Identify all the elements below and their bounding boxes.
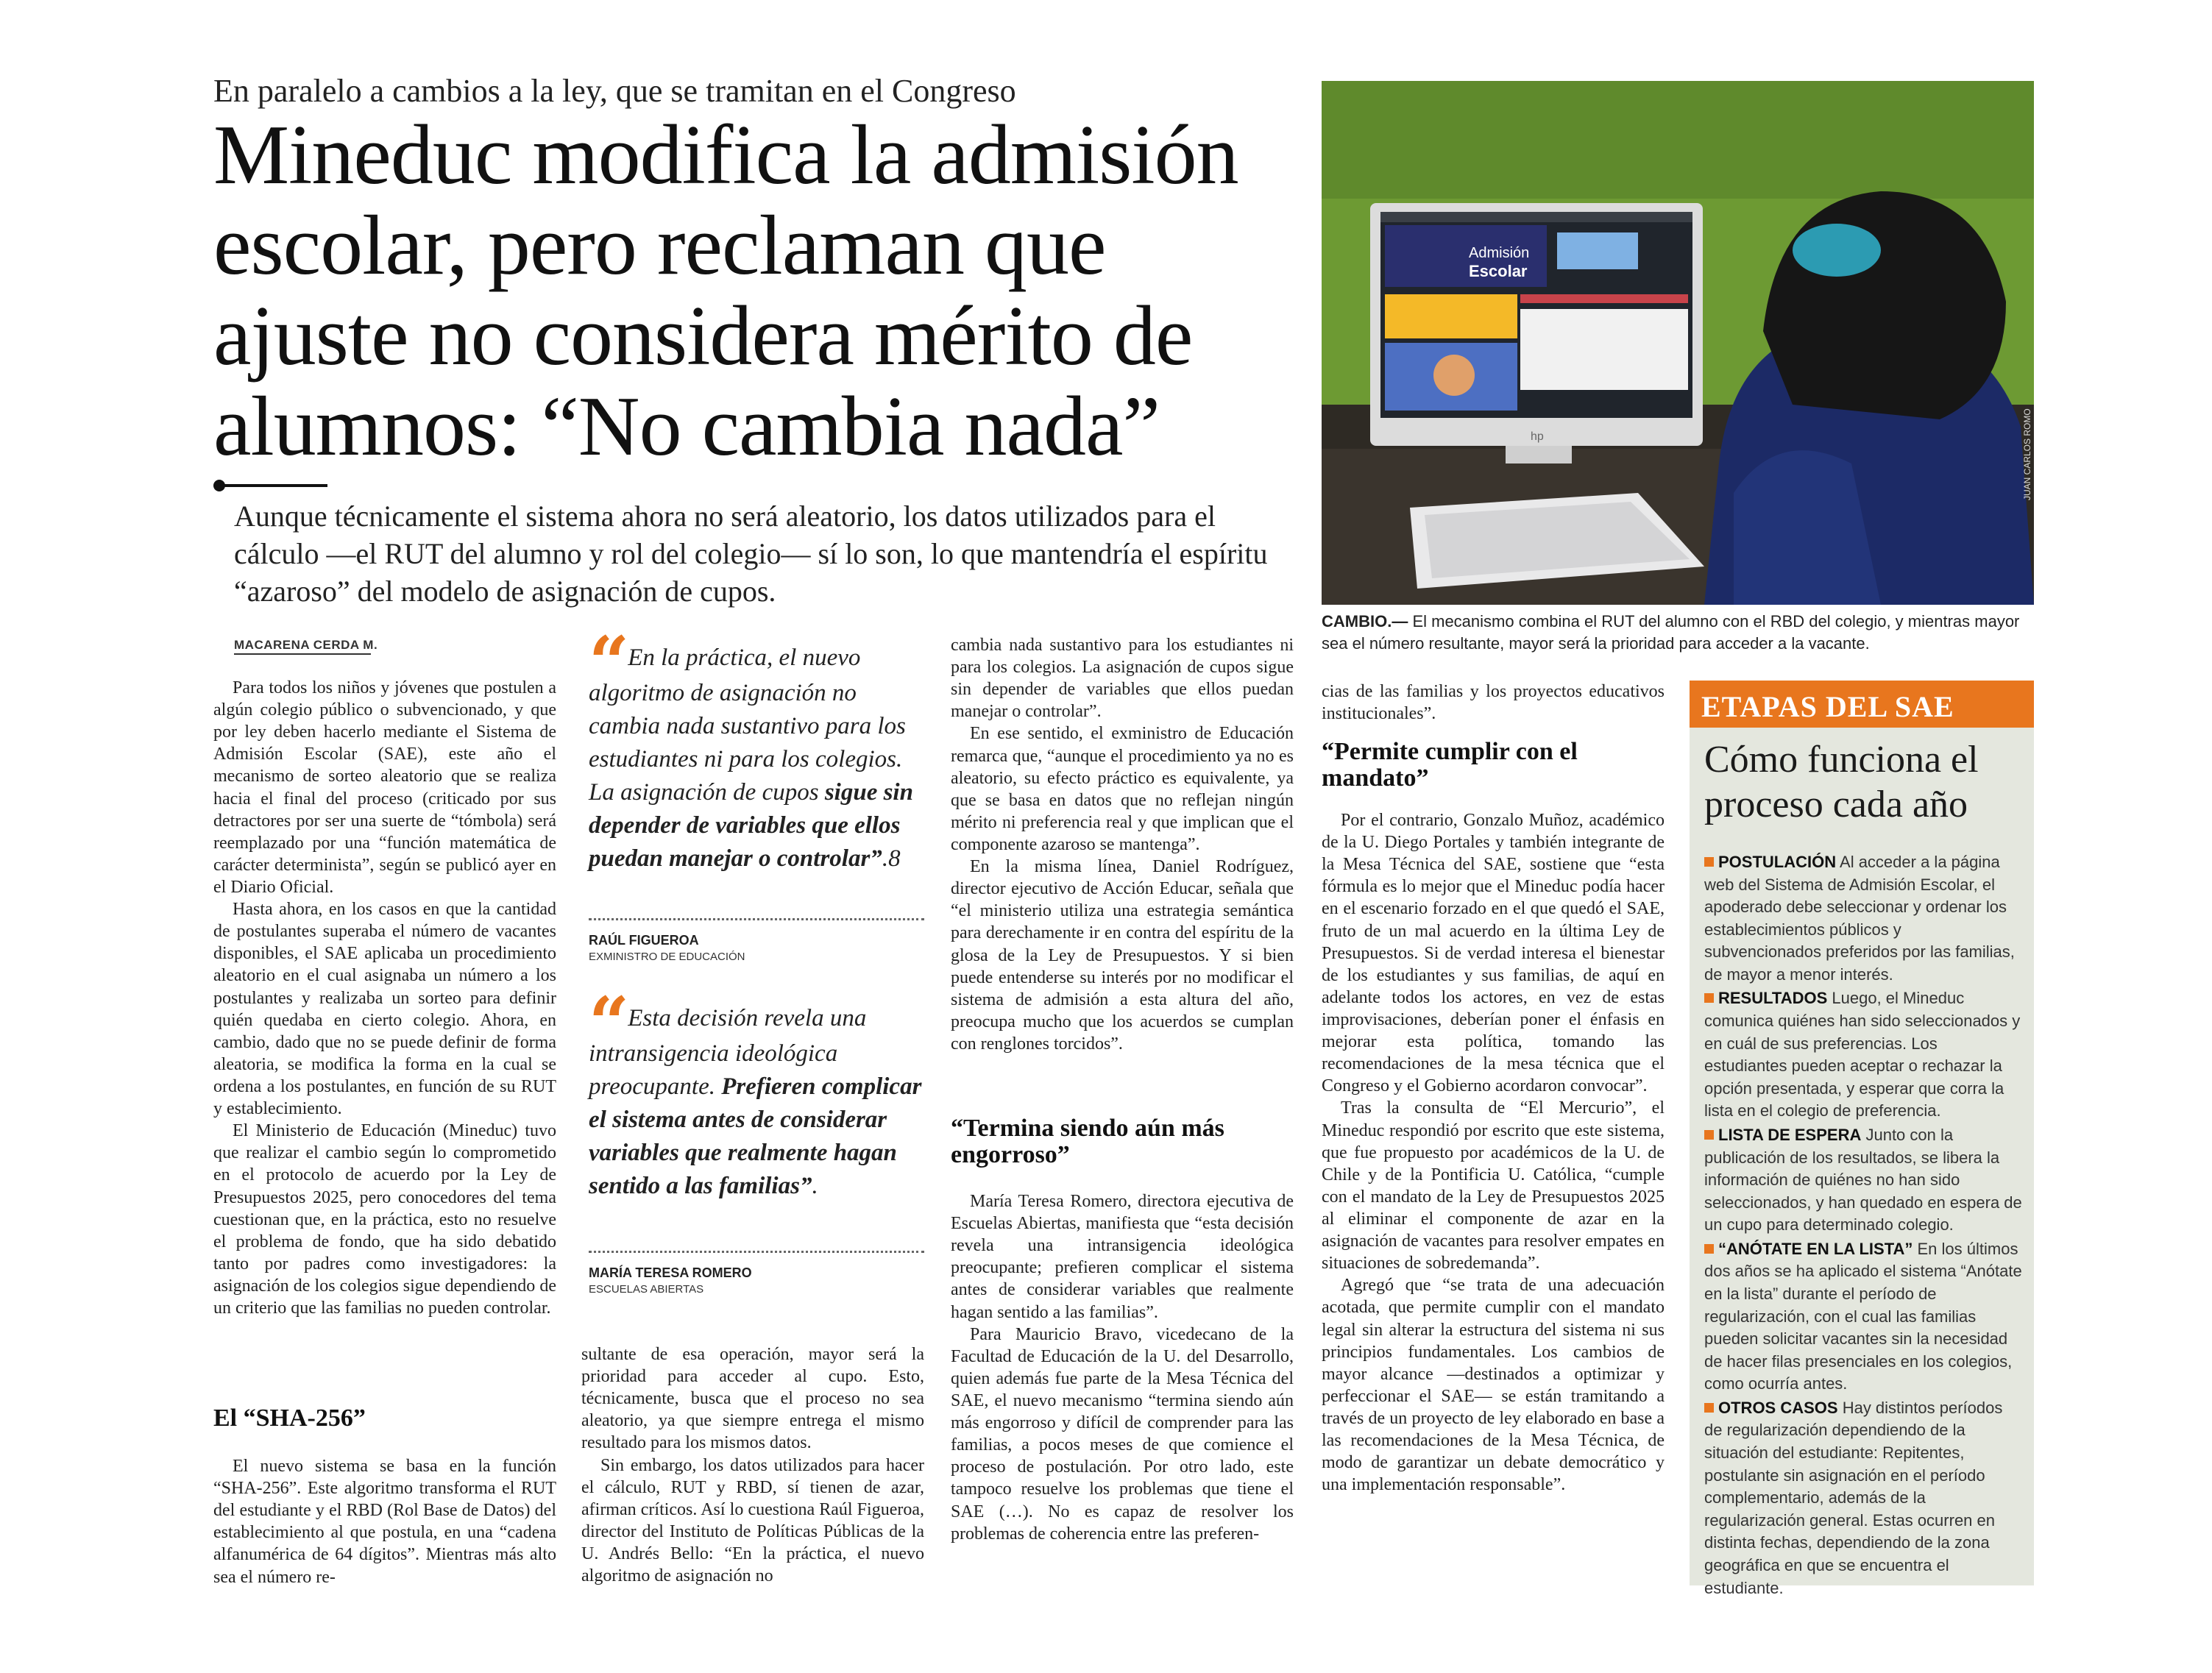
column-4-bottom: [1322, 809, 1665, 1496]
quote-author-name: MARÍA TERESA ROMERO: [589, 1265, 752, 1280]
col4-paragraph: cias de las familias y los proyectos educativos institucionales”.: [1322, 682, 1665, 724]
col3-paragraph: En ese sentido, el exministro de Educación remarca que, “aunque el procedimiento ya no es aleatorio, su efecto práctico es equivalente, ya que se basa en datos que no reflejan ningún mérito ni preferencia real y que implican que el componente azaroso se mantenga”.: [951, 724, 1294, 854]
quote-bold-text: Prefieren complicar el sistema antes de considerar variables que realmente hagan sentido a las familias”: [589, 1073, 922, 1199]
sidebar-item: [1704, 1397, 2022, 1599]
quote-end: .: [812, 1172, 818, 1199]
sidebar-item-text: Junto con la publicación de los resultados, se libera la información de quiénes no han sido seleccionados, y han quedado en espera de un cupo para determinado colegio.: [1704, 1125, 2022, 1235]
sidebar-item-text: En los últimos dos años se ha aplicado el sistema “Anótate en la lista” durante el período de regularización, con el cual las familias pueden solicitar vacantes sin la necesidad de hacer filas presenciales en los colegios, como ocurría antes.: [1704, 1239, 2022, 1393]
quote-author-name: RAÚL FIGUEROA: [589, 933, 699, 948]
sidebar-item-text: Hay distintos períodos de regularización dependiendo de la situación del estudiante: Repitentes, postulante sin asignación en el período complementario, además de la regularización general. Estas ocurren en distinta fechas, dependiendo de la zona geográfica en que se encuentra el estudiante.: [1704, 1398, 2003, 1597]
sidebar-item-term: LISTA DE ESPERA: [1718, 1125, 1862, 1144]
deck-rule: [221, 484, 327, 487]
col2-paragraph: sultante de esa operación, mayor será la prioridad para acceder al cupo. Esto, técnicamente, busca que el proceso no sea aleatorio, ya que siempre entrega el mismo resultado para los mismos datos.: [581, 1345, 924, 1453]
col4-paragraph: Por el contrario, Gonzalo Muñoz, académico de la U. Diego Portales y también integrante de la Mesa Técnica del SAE, sostiene que “esta fórmula es lo mejor que el Mineduc podía hacer en el escenario forzado en el que quedó el SAE, fruto de un mal acuerdo en la última Ley de Presupuestos. Si de verdad interesa el bienestar de los estudiantes y sus familias, de aquí en adelante todos los actores, en vez de estas improvisaciones, deberían poner el énfasis en mejorar esta política, tomando las recomendaciones de la mesa técnica que el Congreso y el Gobierno acordaron convocar”.: [1322, 811, 1665, 1096]
pull-quote-romero: [589, 981, 926, 1203]
column-1: [213, 677, 556, 1319]
sidebar-item: [1704, 1124, 2022, 1237]
sidebar-item-term: RESULTADOS: [1718, 989, 1828, 1008]
sidebar-item-term: POSTULACIÓN: [1718, 853, 1837, 871]
deck: Aunque técnicamente el sistema ahora no será aleatorio, los datos utilizados para el cálculo —el RUT del alumno y rol del colegio— sí lo son, lo que mantendría el espíritu “azaroso” del modelo de asignación de cupos.: [234, 500, 1268, 608]
quote-separator: [589, 918, 924, 920]
square-bullet-icon: [1704, 857, 1714, 867]
photo-credit: JUAN CARLOS ROMO: [2022, 408, 2032, 500]
sidebar-item: [1704, 987, 2022, 1122]
quote-bold-text: sigue sin depender de variables que ellos puedan manejar o controlar”: [589, 779, 913, 872]
sidebar-item: [1704, 851, 2022, 986]
screen-text-1: Admisión: [1469, 245, 1530, 261]
sidebar-item-text: Luego, el Mineduc comunica quiénes han sido seleccionados y en cuál de sus preferencias. Los estudiantes pueden aceptar o rechazar la opción presentada, y esperar que corra la lista en el colegio de preferencia.: [1704, 989, 2021, 1120]
caption-text: El mecanismo combina el RUT del alumno con el RBD del colegio, y mientras mayor sea el número resultante, mayor será la prioridad para acceder a la vacante.: [1322, 612, 2020, 653]
column-2-bottom: [581, 1343, 924, 1587]
sidebar-title: Cómo funciona el proceso cada año: [1704, 739, 1979, 826]
sidebar-label: ETAPAS DEL SAE: [1701, 690, 1954, 723]
col1-paragraph: El nuevo sistema se basa en la función “SHA-256”. Este algoritmo transforma el RUT del estudiante y el RBD (Rol Base de Datos) del establecimiento al que postula, en una “cadena alfanumérica de 64 dígitos”. Mientras más alto sea el número re-: [213, 1457, 556, 1587]
subhead-sha256: El “SHA-256”: [213, 1404, 366, 1432]
col3-paragraph: En la misma línea, Daniel Rodríguez, director ejecutivo de Acción Educar, señala que “el ministerio utiliza una estrategia semántica para derechamente ir en contra del espíritu de la glosa de la Ley de Presupuestos. Y si bien puede entenderse su interés por no modificar el sistema de admisión a esta altura del año, preocupa mucho que los acuerdos se cumplan con renglones torcidos”.: [951, 857, 1294, 1054]
col3-paragraph: cambia nada sustantivo para los estudiantes ni para los colegios. La asignación de cupos sigue sin depender de variables que ellos puedan manejar o controlar”.: [951, 636, 1294, 722]
square-bullet-icon: [1704, 1403, 1714, 1413]
quote-mark-icon: “: [589, 621, 624, 704]
column-3-bottom: [951, 1190, 1294, 1545]
byline-rule: [234, 653, 371, 655]
monitor-brand: hp: [1531, 430, 1544, 443]
quote-text: En la práctica, el nuevo algoritmo de asignación no cambia nada sustantivo para los estudiantes ni para los colegios. La asignación de cupos: [589, 644, 906, 806]
sidebar-item: [1704, 1238, 2022, 1396]
column-4: [1322, 681, 1665, 725]
caption-label: CAMBIO.—: [1322, 612, 1408, 631]
col4-paragraph: Tras la consulta de “El Mercurio”, el Mineduc respondió por escrito que este sistema, que fue propuesto por académicos de la U. de Chile y de la Pontificia U. Católica, “cumple con el mandato de la Ley de Presupuestos 2025 al eliminar el componente de azar en la asignación de vacantes para resolver empates en situaciones de sobredemanda”.: [1322, 1098, 1665, 1274]
column-3: [951, 634, 1294, 1055]
sidebar-item-text: Al acceder a la página web del Sistema de Admisión Escolar, el apoderado debe seleccionar y ordenar los establecimientos públicos y subvencionados preferidos por las familias, de mayor a menor interés.: [1704, 853, 2015, 984]
quote-author-role: EXMINISTRO DE EDUCACIÓN: [589, 951, 745, 963]
subhead-engorroso: “Termina siendo aún más engorroso”: [951, 1115, 1224, 1168]
col1-paragraph: El Ministerio de Educación (Mineduc) tuvo que realizar el cambio según lo comprometido en el protocolo de acuerdo por la Ley de Presupuestos 2025, pero conocedores del tema cuestionan que, en la práctica, esto no resuelve el problema de fondo, que ha sido debatido tanto por padres como investigadores: la asignación de los colegios sigue dependiendo de un criterio que las familias no pueden controlar.: [213, 1121, 556, 1318]
quote-author-role: ESCUELAS ABIERTAS: [589, 1283, 704, 1296]
square-bullet-icon: [1704, 993, 1714, 1003]
col3-paragraph: María Teresa Romero, directora ejecutiva de Escuelas Abiertas, manifiesta que “esta decisión revela una intransigencia ideológica preocupante; prefieren complicar el sistema antes de considerar variables que realmente hagan sentido a las familias”.: [951, 1192, 1294, 1322]
subhead-mandato: “Permite cumplir con el mandato”: [1322, 738, 1578, 792]
pull-quote-figueroa: [589, 621, 926, 875]
photo: [1322, 81, 2034, 605]
column-1-bottom: [213, 1455, 556, 1588]
headline: Mineduc modifica la admisión escolar, pero reclaman que ajuste no considera mérito de alumnos: “No cambia nada”: [213, 108, 1238, 474]
col4-paragraph: Agregó que “se trata de una adecuación acotada, que permite cumplir con el mandato legal sin alterar la estructura del sistema ni sus principios fundamentales. Los cambios de mayor alcance —destinados a optimizar y perfeccionar el SAE— se están tramitando a través de un proyecto de ley elaborado en base a las recomendaciones de la Mesa Técnica, de modo de garantizar un debate democrático y una implementación responsable”.: [1322, 1276, 1665, 1495]
col1-paragraph: Para todos los niños y jóvenes que postulen a algún colegio público o subvencionado, y que por ley deben hacerlo mediante el Sistema de Admisión Escolar (SAE), este año el mecanismo de sorteo aleatorio que se realiza hacia el final del proceso (criticado por sus detractores por ser una suerte de “tómbola) será reemplazado por una “función matemática de carácter determinista”, según se publicó ayer en el Diario Oficial.: [213, 678, 556, 897]
sidebar-list: [1704, 851, 2022, 1601]
kicker: En paralelo a cambios a la ley, que se tramitan en el Congreso: [213, 73, 1016, 109]
sidebar-item-term: “ANÓTATE EN LA LISTA”: [1718, 1239, 1913, 1258]
quote-mark-icon: “: [589, 981, 624, 1065]
screen-text-2: Escolar: [1469, 262, 1528, 280]
col3-paragraph: Para Mauricio Bravo, vicedecano de la Facultad de Educación de la U. del Desarrollo, quien además fue parte de la Mesa Técnica del SAE, el nuevo mecanismo “termina siendo aún más engorroso y difícil de comprender para las familias, a pocos meses de que comience el proceso de postulación. Por otro lado, este tampoco resuelve los problemas que tiene el SAE (…). No es capaz de resolver los problemas de coherencia entre las preferen-: [951, 1324, 1294, 1544]
col2-paragraph: Sin embargo, los datos utilizados para hacer el cálculo, RUT y RBD, sí tienen de azar, afirman críticos. Así lo cuestiona Raúl Figueroa, director del Instituto de Políticas Públicas de la U. Andrés Bello: “En la práctica, el nuevo algoritmo de asignación no: [581, 1455, 924, 1586]
quote-end: .8: [882, 845, 901, 872]
photo-caption: [1322, 611, 2034, 655]
col1-paragraph: Hasta ahora, en los casos en que la cantidad de postulantes superaba el número de vacantes disponibles, el SAE aplicaba un procedimiento aleatorio en el cual asignaba un número a los postulantes y realizaba un sorteo para definir quién quedaba en cierto colegio. Ahora, en cambio, dado que no se puede definir de forma aleatoria, se modifica la forma en la cual se ordena a los postulantes, en función de su RUT y establecimiento.: [213, 900, 556, 1119]
byline: MACARENA CERDA M.: [234, 638, 378, 652]
quote-separator: [589, 1251, 924, 1253]
square-bullet-icon: [1704, 1130, 1714, 1140]
square-bullet-icon: [1704, 1244, 1714, 1254]
quote-text: Esta decisión revela una intransigencia ideológica preocupante.: [589, 1005, 867, 1101]
sidebar-item-term: OTROS CASOS: [1718, 1398, 1838, 1417]
